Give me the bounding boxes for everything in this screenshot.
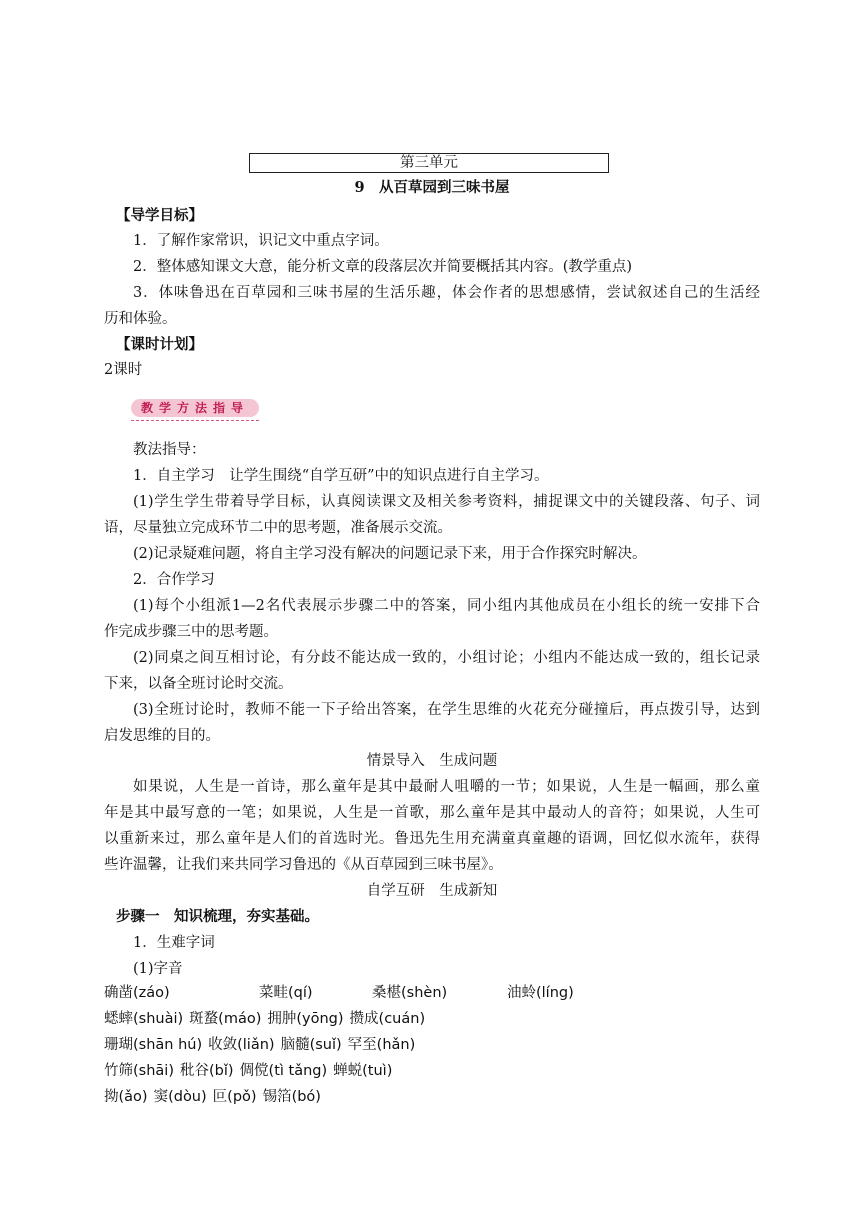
method-badge (131, 397, 259, 421)
vocab-word: 竹筛 (104, 1063, 133, 1079)
intro-line-2: 年是其中最写意的一笔；如果说，人生是一首歌，那么童年是其中最动人的音符；如果说，人生可 (104, 805, 760, 821)
vocab-word: 油蛉 (507, 985, 536, 1001)
vocab-pinyin: (shuài) (133, 1011, 184, 1027)
vocab-row (104, 1009, 431, 1029)
vocab-word: 秕谷 (179, 1063, 209, 1079)
vocab-pinyin: (shèn) (401, 985, 448, 1001)
vocab-word: 确凿 (104, 985, 133, 1001)
vocab-word: 叵 (212, 1089, 228, 1105)
methods-line-3: 语，尽量独立完成环节二中的思考题，准备展示交流。 (104, 520, 452, 536)
intro-line-3: 以重新来过，那么童年是人们的首选时光。鲁迅先生用充满童真童趣的语调，回忆似水流年，获得 (104, 831, 760, 847)
vocab-word: 罕至 (347, 1037, 377, 1053)
vocab-pinyin: (líng) (536, 985, 574, 1001)
vocab-item (104, 1009, 183, 1029)
vocab-pinyin: (yōng) (296, 1011, 344, 1027)
vocab-item (333, 1061, 392, 1081)
vocab-item (507, 983, 574, 1003)
vocab-word: 攒成 (349, 1011, 379, 1027)
vocab-word: 珊瑚 (104, 1037, 133, 1053)
vocab-item (267, 1009, 343, 1029)
goal-item-3-cont: 历和体验。 (104, 311, 177, 327)
vocab-pinyin: (pǒ) (227, 1089, 257, 1105)
vocab-item (180, 1061, 234, 1081)
unit-title: 第三单元 (400, 155, 458, 171)
vocab-pinyin: (qí) (288, 985, 313, 1001)
methods-intro: 教法指导： (133, 442, 206, 458)
methods-line-2: (1)学生学生带着导学目标，认真阅读课文及相关参考资料，捕捉课文中的关键段落、句子、词 (133, 494, 760, 510)
intro-line-4: 些许温馨，让我们来共同学习鲁迅的《从百草园到三味书屋》。 (104, 857, 503, 873)
vocab-word: 窦 (153, 1089, 169, 1105)
lesson-title: 9 从百草园到三味书屋 (354, 179, 510, 196)
vocab-item (350, 1009, 426, 1029)
methods-line-10: (3)全班讨论时，教师不能一下子给出答案，在学生思维的火花充分碰撞后，再点拨引导，达到 (133, 702, 760, 718)
vocab-pinyin: (suǐ) (309, 1037, 342, 1053)
vocab-word: 拗 (104, 1089, 119, 1105)
vocab-pinyin: (shāi) (133, 1063, 174, 1079)
vocab-pinyin: (hǎn) (376, 1037, 416, 1053)
methods-line-1: 1．自主学习 让学生围绕“自学互研”中的知识点进行自主学习。 (133, 468, 549, 484)
vocab-word: 蝉蜕 (333, 1063, 363, 1079)
goal-item-1: 1．了解作家常识，识记文中重点字词。 (133, 233, 389, 249)
vocab-word: 斑蝥 (189, 1011, 219, 1027)
vocab-pinyin: (cuán) (378, 1011, 426, 1027)
plan-heading: 【课时计划】 (116, 337, 203, 353)
methods-line-11: 启发思维的目的。 (104, 728, 220, 744)
vocab-item (263, 1087, 321, 1107)
vocab-row (104, 1035, 421, 1055)
vocab-row (104, 1061, 398, 1081)
vocab-row (104, 1087, 327, 1107)
vocab-pinyin: (záo) (133, 985, 170, 1001)
sub-heading-pronunciation: (1)字音 (133, 961, 183, 977)
methods-line-8: (2)同桌之间互相讨论，有分歧不能达成一致的，小组讨论；小组内不能达成一致的，组长记录 (133, 650, 760, 666)
vocab-item (104, 1061, 174, 1081)
methods-line-9: 下来，以备全班讨论时交流。 (104, 676, 293, 692)
vocab-item (213, 1087, 257, 1107)
plan-value: 2课时 (104, 362, 143, 378)
methods-line-5: 2．合作学习 (133, 572, 215, 588)
vocab-item (240, 1061, 328, 1081)
sub-heading-vocab: 1．生难字词 (133, 935, 215, 951)
goal-item-2: 2．整体感知课文大意，能分析文章的段落层次并简要概括其内容。(教学重点) (133, 259, 633, 275)
vocab-pinyin: (tuì) (362, 1063, 393, 1079)
vocab-word: 收敛 (208, 1037, 238, 1053)
vocab-pinyin: (máo) (218, 1011, 262, 1027)
vocab-item (104, 1035, 202, 1055)
vocab-item (259, 983, 313, 1003)
unit-title-box (249, 153, 609, 173)
goals-heading: 【导学目标】 (116, 208, 203, 224)
vocab-item (154, 1087, 207, 1107)
study-section-heading: 自学互研 生成新知 (366, 883, 498, 899)
vocab-word: 倜傥 (239, 1063, 269, 1079)
vocab-word: 桑椹 (372, 985, 401, 1001)
intro-line-1: 如果说，人生是一首诗，那么童年是其中最耐人咀嚼的一节；如果说，人生是一幅画，那么童 (133, 779, 760, 795)
vocab-word: 锡箔 (262, 1089, 292, 1105)
vocab-pinyin: (ǎo) (118, 1089, 148, 1105)
goal-item-3: 3．体味鲁迅在百草园和三味书屋的生活乐趣，体会作者的思想感情，尝试叙述自己的生活经 (133, 285, 760, 301)
vocab-item (348, 1035, 416, 1055)
vocab-item (104, 1087, 148, 1107)
vocab-item (281, 1035, 342, 1055)
method-badge-divider (131, 420, 259, 421)
intro-section-heading: 情景导入 生成问题 (366, 753, 498, 769)
methods-line-6: (1)每个小组派1—2名代表展示步骤二中的答案，同小组内其他成员在小组长的统一安排下合 (133, 598, 760, 614)
vocab-item (208, 1035, 274, 1055)
method-badge-label: 教学方法指导 (140, 401, 249, 415)
vocab-pinyin: (dòu) (168, 1089, 207, 1105)
vocab-pinyin: (bó) (291, 1089, 321, 1105)
vocab-pinyin: (liǎn) (237, 1037, 275, 1053)
vocab-word: 拥肿 (267, 1011, 297, 1027)
vocab-item (104, 983, 170, 1003)
vocab-item (189, 1009, 261, 1029)
methods-line-7: 作完成步骤三中的思考题。 (104, 624, 278, 640)
vocab-word: 蟋蟀 (104, 1011, 133, 1027)
methods-line-4: (2)记录疑难问题，将自主学习没有解决的问题记录下来，用于合作探究时解决。 (133, 546, 647, 562)
vocab-pinyin: (shān hú) (133, 1037, 203, 1053)
vocab-item (372, 983, 447, 1003)
vocab-word: 菜畦 (259, 985, 288, 1001)
vocab-pinyin: (tì tǎng) (268, 1063, 328, 1079)
vocab-word: 脑髓 (280, 1037, 310, 1053)
step-one-heading: 步骤一 知识梳理，夯实基础。 (116, 909, 319, 925)
vocab-pinyin: (bǐ) (208, 1063, 234, 1079)
